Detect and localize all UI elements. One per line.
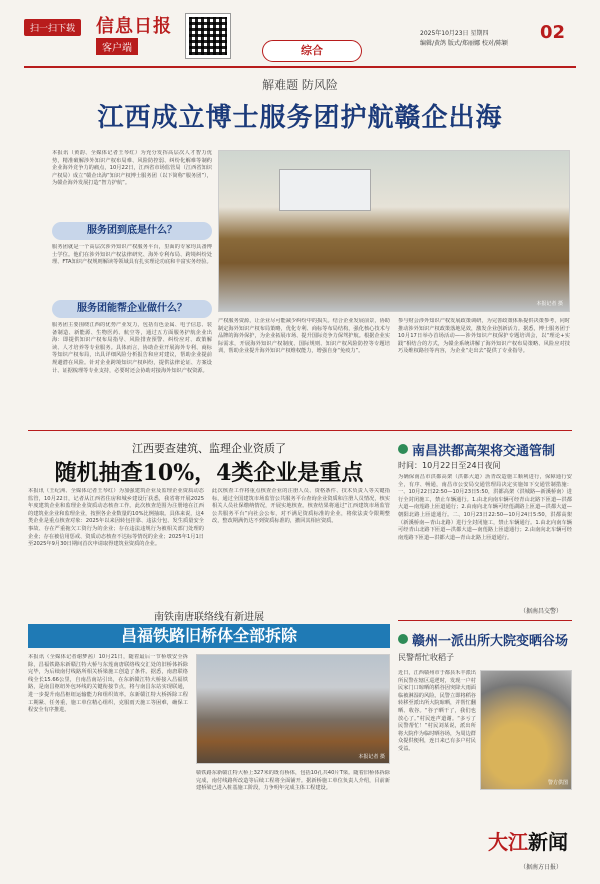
railway-text: 本报讯（全媒体记者谢梦茜）10月21日，随着最后一节桥墩安全拆除，昌福铁路东新赣江特大桥与东莲南唐联络线交汇处的旧桥体拆除完毕，为后续南付线路所相关桥梁施工创造了条件。据悉，南唐联络线全长15.66公里，自南昌南站引出，在东新赣江特大桥接入昌福铁路，是南昌枢纽外包环线的关键衔接节点，将与南昌东站实现联通，进一步提升南昌枢纽运输能力和组织效率。东新赣江特大桥拆除工程工期紧、任务重，施工单位精心组织，克服雨天施工等困难，确保工程安全有序推进。 [28, 654, 188, 714]
bridge-demolition-photo [196, 654, 390, 764]
inspect-col-1: 本报讯（王纪洲、全媒体记者王琴红）为加强建筑企业及监理企业资质动态监管，10月22日，记者从江西省住房和城乡建设厅获悉，我省将开展2025年度建筑企业和监理企业资质动态核查工作。此次核查范围为注册地在江西的建筑业企业和监理企业，按照各企业数量的10%比例抽取。具体来说，这4类企业是重点核查对象：2025年以来因转包挂靠、违法分包、发生质量安全事故、存在严重拖欠工资行为的企业；存在违法违规行为被相关部门处理的企业；存在被信用惩戒、资质动态核查不达标等情况的企业；2025年1月1日至2025年9月30日期间首次申请取得建筑业资质的企业。 [28, 488, 204, 548]
page-number: 02 [540, 22, 566, 43]
traffic-subhead: 时间：10月22日至24日夜间 [398, 461, 501, 470]
grain-photo-credit: 警方供图 [547, 780, 568, 786]
inspect-kicker: 江西要查建筑、监理企业资质了 [132, 442, 286, 455]
logo-part-a: 大江 [488, 830, 528, 854]
grain-subhead: 民警帮忙收稻子 [398, 653, 454, 662]
bullet-icon [398, 634, 408, 644]
railway-kicker: 南铁南唐联络线有新进展 [154, 612, 264, 623]
railway-middle-text: 赣铁路东新赣江特大桥上327米的既有桥体，包括10孔共40片T梁。随着旧桥体拆除完成，南付线路所改造等后续工程将全面铺开。据新桥施工单位负责人介绍，目前新建桥梁已进入桩基施工阶段，力争明年完成主体工程建设。 [196, 770, 390, 792]
section-divider [28, 430, 572, 431]
lead-right-text: 参与财会涉外知识产权发展政策调研，为完善政策体系提供决策参考，同时推动涉外知识产权政策落地见效，激发企业创新活力。据悉，博士服务团于10月17日举办首场活动——涉外知识产权保护专题培训会，以“理论+实践”相结合的方式，为赣企系统讲解了海外知识产权布局策略、风险应对技巧及维权路径等内容，为企业“走出去”提供了专业指导。 [398, 318, 570, 355]
client-label: 客户端 [96, 38, 138, 55]
header-divider [24, 66, 576, 68]
traffic-headline[interactable]: 南昌洪都高架将交通管制 [412, 444, 556, 459]
bullet-icon [398, 444, 408, 454]
meeting-photo-credit: 本报记者 摄 [536, 301, 563, 307]
inspect-headline[interactable]: 随机抽查10%，4类企业是重点 [54, 460, 364, 486]
railway-headline[interactable]: 昌福铁路旧桥体全部拆除 [28, 624, 390, 648]
traffic-credit: （据南昌交警） [520, 608, 563, 615]
grain-credit: （据南方日报） [520, 864, 563, 871]
meeting-photo [218, 150, 570, 312]
dajiang-news-logo [488, 826, 568, 855]
question-2-text: 服务团主要围绕江西的优势产业发力，包括有色金属、电子信息、装备制造、新能源、生物医药、航空等，通过五方面服务护航企业出海：即提供知识产权布局指导、风险排查预警、纠纷应对、政策解读、人才培养等专业服务。具体而言，协助企业开展海外专利、商标等知识产权布局，出具详细风险分析报告和应对建议，帮助企业提前规避潜在风险。针对企业跨境知识产权纠纷，提供法律论证、方案设计、证据梳理等专业支持，必要时还会协助对接海外知识产权资源。 [52, 322, 212, 374]
lead-middle-text: 产权服务资源，让企业尽可能减少纠纷中的损失。结合企业发展前景，协助制定海外知识产权布局策略，优化专利、商标等布局结构，强化核心技术与品牌的海外保护，为企业拓展市场、提升国际竞争力保驾护航。根据企业实际需求，开展海外知识产权制度、国际规则、知识产权风险防控等专题培训，帮助企业提升海外知识产权维权能力，增强自身“免疫力”。 [218, 318, 390, 355]
question-1-label: 服务团到底是什么？ [52, 222, 212, 240]
question-1-text: 服务团就是一个高层次涉外知识产权服务平台，里面的专家均具备博士学位。他们在涉外知识产权法律研究、海外专利布局、跨境纠纷处理、FTA知识产权规则解读等领域具有扎实理论功底和丰富实务经验。 [52, 244, 212, 266]
download-app-badge[interactable]: 扫一扫下载 [24, 19, 81, 36]
logo-part-b: 新闻 [528, 830, 568, 854]
inspect-col-2: 此次核查工作将重点核查企业的注册人员、资格条件、技术负责人等关键指标，通过全国建筑市场监管公共服务平台查询企业资质和注册人员情况，核实相关人员社保缴纳情况，开展实地核查。核查结果将通过“江西建筑市场监管公共服务平台”向社会公布，对不满足资质标准的企业，将依法责令限期整改，整改期满仍达不到资质标准的，撤回其相应资质。 [212, 488, 390, 525]
grain-drying-photo [480, 670, 572, 790]
newspaper-brand: 信息日报 [96, 16, 172, 37]
question-2-label: 服务团能帮企业做什么？ [52, 300, 212, 318]
qr-code-icon[interactable] [186, 14, 230, 58]
rail-divider [398, 620, 572, 621]
lead-kicker: 解难题 防风险 [262, 78, 338, 92]
section-tab[interactable]: 综合 [262, 40, 362, 62]
traffic-text: 为确保南昌市洪都高架（洪都大道）沥青改造施工顺利进行，保障通行安全，有序、畅通，南昌市公安局交通管理局决定实施如下交通管制措施：一、10月22日22:50—10月23日5:50，洪都高架（洪城路—新溪桥南）进行全封闭施工，禁止车辆通行。1.由北向南车辆可经青山北路下匝道—洪都大道—南莲路上匝道通行；2.由南向北车辆可经莲湖路上匝道—洪都大道—朝阳北路上匝道通行。二、10月23日22:50—10月24日5:50，洪都高架（新溪桥南—青山北路）进行全封闭施工，禁止车辆通行。1.由北向南车辆可经青山北路下匝道—洪都大道—南莲路上匝道通行；2.由南向北车辆可经南莲路下匝道—洪都大道—青山北路上匝道通行。 [398, 474, 572, 541]
lead-intro: 本报讯（黄韵、全媒体记者王琴红）为充分发挥高层次人才智力优势，精准破解涉外知识产权布局难、风险防控弱、纠纷化解难等制约企业海外竞争力的痛点，10月22日，江西省市场监管局（江西省知识产权局）成立“赣企出海”知识产权博士服务团（以下简称“服务团”），为赣企海外发展打造“智力护航”。 [52, 150, 212, 187]
bridge-photo-credit: 本报记者 摄 [358, 754, 385, 760]
editor-credits: 编辑/黄鸽 版式/郑丽娜 校对/陈颖 [420, 40, 508, 47]
issue-date: 2025年10月23日 星期四 [420, 30, 489, 37]
grain-text: 近日，江西赣州市于都县禾丰派出所民警在辖区巡逻时，发现一户村民家门口晾晒的稻谷因突降大雨面临被淋湿的风险。民警立即将稻谷转移至派出所大院晾晒，并帮忙翻晒、收谷。“谷子晒干了，我们也放心了。”村民连声道谢。“多亏了民警帮忙！”村民刘某说，派出所将大院作为临时晒谷场，为周边群众提供便利，连日来已有多户村民受益。 [398, 670, 476, 752]
lead-headline[interactable]: 江西成立博士服务团护航赣企出海 [97, 103, 503, 133]
grain-headline[interactable]: 赣州一派出所大院变晒谷场 [412, 634, 569, 649]
